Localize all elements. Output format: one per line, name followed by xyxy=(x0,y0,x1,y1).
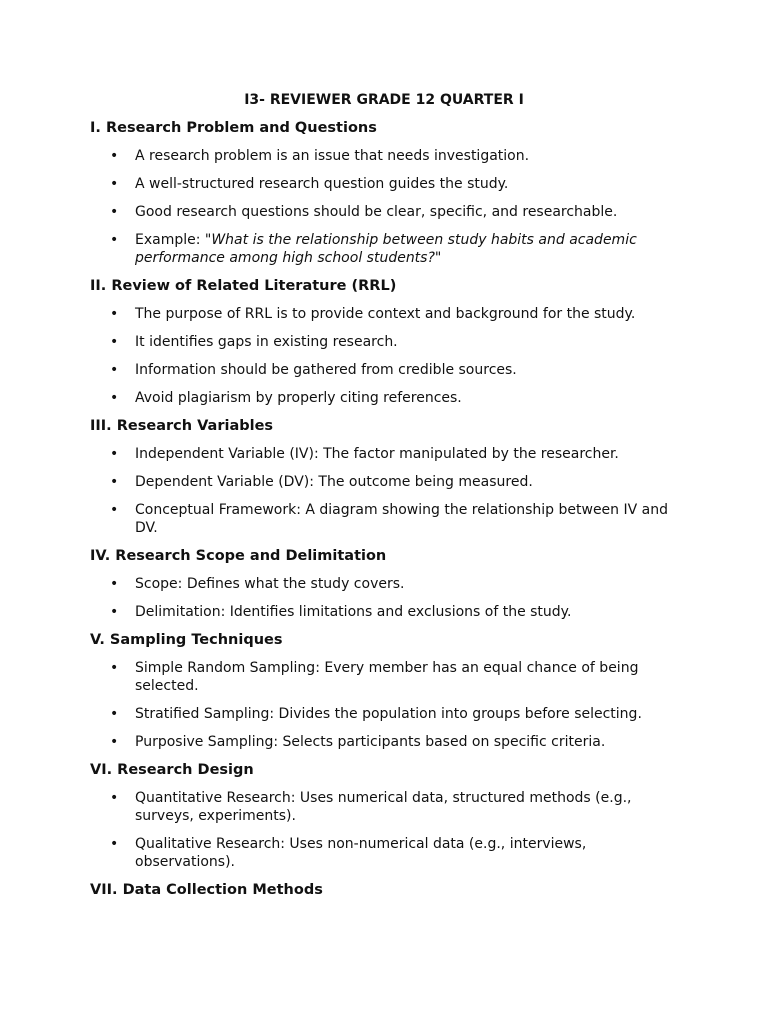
bullet-icon: • xyxy=(110,502,119,518)
list-item xyxy=(0,603,768,621)
bullet-list xyxy=(0,575,768,621)
document-title: I3- REVIEWER GRADE 12 QUARTER I xyxy=(244,92,524,108)
bullet-icon: • xyxy=(110,836,119,852)
list-item-text: The purpose of RRL is to provide context and background for the study. xyxy=(135,306,636,322)
bullet-icon: • xyxy=(110,148,119,164)
list-item-text: Simple Random Sampling: Every member has an equal chance of being selected. xyxy=(135,660,639,694)
list-item xyxy=(0,361,768,379)
list-item xyxy=(0,175,768,193)
list-item-text: Delimitation: Identifies limitations and exclusions of the study. xyxy=(135,604,572,620)
list-item xyxy=(0,575,768,593)
bullet-icon: • xyxy=(110,390,119,406)
example-prefix: Example: " xyxy=(135,232,212,248)
section-heading: III. Research Variables xyxy=(90,418,274,434)
list-item xyxy=(0,501,768,537)
list-item-text: Conceptual Framework: A diagram showing the relationship between IV and DV. xyxy=(135,502,668,536)
bullet-icon: • xyxy=(110,706,119,722)
list-item-text: A research problem is an issue that needs investigation. xyxy=(135,148,530,164)
bullet-list xyxy=(0,305,768,407)
list-item-text: Information should be gathered from credible sources. xyxy=(135,362,517,378)
bullet-icon: • xyxy=(110,474,119,490)
list-item xyxy=(0,147,768,165)
section-heading: I. Research Problem and Questions xyxy=(90,120,377,136)
bullet-icon: • xyxy=(110,362,119,378)
list-item-text: It identifies gaps in existing research. xyxy=(135,334,398,350)
list-item-text: Independent Variable (IV): The factor manipulated by the researcher. xyxy=(135,446,619,462)
section-heading: V. Sampling Techniques xyxy=(90,632,283,648)
section-heading: II. Review of Related Literature (RRL) xyxy=(90,278,397,294)
section-heading: VI. Research Design xyxy=(90,762,254,778)
bullet-icon: • xyxy=(110,176,119,192)
section-data-collection xyxy=(0,881,768,899)
section-scope-delimitation xyxy=(0,547,768,621)
section-rrl xyxy=(0,277,768,407)
list-item xyxy=(0,333,768,351)
list-item xyxy=(0,473,768,491)
bullet-icon: • xyxy=(110,604,119,620)
section-heading: VII. Data Collection Methods xyxy=(90,882,323,898)
list-item-text: A well-structured research question guides the study. xyxy=(135,176,509,192)
bullet-icon: • xyxy=(110,232,119,248)
list-item xyxy=(0,445,768,463)
bullet-icon: • xyxy=(110,306,119,322)
bullet-icon: • xyxy=(110,576,119,592)
list-item-text: Qualitative Research: Uses non-numerical data (e.g., interviews, observations). xyxy=(135,836,587,870)
list-item xyxy=(0,789,768,825)
bullet-list xyxy=(0,659,768,751)
list-item xyxy=(0,305,768,323)
list-item-text: Quantitative Research: Uses numerical data, structured methods (e.g., surveys, experiments). xyxy=(135,790,632,824)
list-item-text: Dependent Variable (DV): The outcome being measured. xyxy=(135,474,533,490)
section-research-variables xyxy=(0,417,768,537)
list-item xyxy=(0,203,768,221)
bullet-icon: • xyxy=(110,734,119,750)
bullet-list xyxy=(0,789,768,871)
list-item xyxy=(0,659,768,695)
example-question: What is the relationship between study habits and academic performance among high school students? xyxy=(135,232,637,266)
section-heading: IV. Research Scope and Delimitation xyxy=(90,548,387,564)
bullet-icon: • xyxy=(110,204,119,220)
list-item xyxy=(0,733,768,751)
list-item xyxy=(0,705,768,723)
bullet-list xyxy=(0,147,768,267)
list-item-text: Stratified Sampling: Divides the population into groups before selecting. xyxy=(135,706,642,722)
list-item-text: Avoid plagiarism by properly citing references. xyxy=(135,390,462,406)
bullet-icon: • xyxy=(110,790,119,806)
bullet-icon: • xyxy=(110,660,119,676)
bullet-icon: • xyxy=(110,446,119,462)
example-suffix: " xyxy=(434,250,442,266)
section-sampling-techniques xyxy=(0,631,768,751)
list-item-text: Purposive Sampling: Selects participants based on specific criteria. xyxy=(135,734,606,750)
list-item xyxy=(0,389,768,407)
list-item-text: Scope: Defines what the study covers. xyxy=(135,576,405,592)
bullet-list xyxy=(0,445,768,537)
bullet-icon: • xyxy=(110,334,119,350)
list-item xyxy=(0,835,768,871)
section-research-problem xyxy=(0,119,768,267)
list-item-text: Good research questions should be clear, specific, and researchable. xyxy=(135,204,618,220)
list-item-example xyxy=(0,231,768,267)
section-research-design xyxy=(0,761,768,871)
